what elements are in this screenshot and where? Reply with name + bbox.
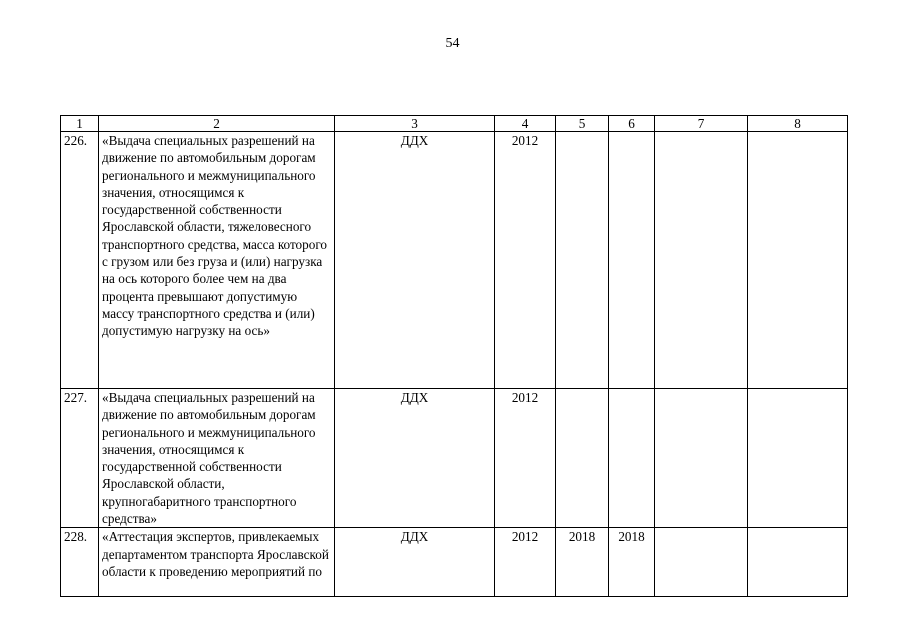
row-number: 226. xyxy=(61,132,99,389)
year-col-6 xyxy=(609,389,655,528)
col-7-cell xyxy=(655,528,748,597)
year-col-4: 2012 xyxy=(495,132,556,389)
column-header-1: 1 xyxy=(61,116,99,132)
col-8-cell xyxy=(748,132,848,389)
service-name: «Выдача специальных разрешений на движение по автомобильным дорогам регионального и межмуниципального значения, относящимся к государственной собственности Ярославской области, крупногабаритного транспортного средства» xyxy=(99,389,335,528)
row-number: 227. xyxy=(61,389,99,528)
year-col-5: 2018 xyxy=(556,528,609,597)
year-col-6 xyxy=(609,132,655,389)
year-col-5 xyxy=(556,389,609,528)
column-header-5: 5 xyxy=(556,116,609,132)
column-header-7: 7 xyxy=(655,116,748,132)
col-7-cell xyxy=(655,132,748,389)
year-col-5 xyxy=(556,132,609,389)
header-row xyxy=(61,116,848,132)
service-name: «Выдача специальных разрешений на движение по автомобильным дорогам регионального и межмуниципального значения, относящимся к государственной собственности Ярославской области, тяжеловесного транспортного средства, масса которого с грузом или без груза и (или) нагрузка на ось которого более чем на два процента превышают допустимую массу транспортного средства и (или) допустимую нагрузку на ось» xyxy=(99,132,335,389)
col-8-cell xyxy=(748,528,848,597)
column-header-2: 2 xyxy=(99,116,335,132)
year-col-4: 2012 xyxy=(495,528,556,597)
responsible-body: ДДХ xyxy=(335,389,495,528)
column-header-3: 3 xyxy=(335,116,495,132)
column-header-4: 4 xyxy=(495,116,556,132)
page-number: 54 xyxy=(445,36,460,51)
col-7-cell xyxy=(655,389,748,528)
col-8-cell xyxy=(748,389,848,528)
year-col-6: 2018 xyxy=(609,528,655,597)
column-header-6: 6 xyxy=(609,116,655,132)
table-row xyxy=(61,132,848,389)
column-header-8: 8 xyxy=(748,116,848,132)
table-row xyxy=(61,389,848,528)
service-name: «Аттестация экспертов, привлекаемых департаментом транспорта Ярославской области к проведению мероприятий по xyxy=(99,528,335,597)
table-row xyxy=(61,528,848,597)
year-col-4: 2012 xyxy=(495,389,556,528)
responsible-body: ДДХ xyxy=(335,132,495,389)
registry-table xyxy=(60,115,848,597)
responsible-body: ДДХ xyxy=(335,528,495,597)
row-number: 228. xyxy=(61,528,99,597)
